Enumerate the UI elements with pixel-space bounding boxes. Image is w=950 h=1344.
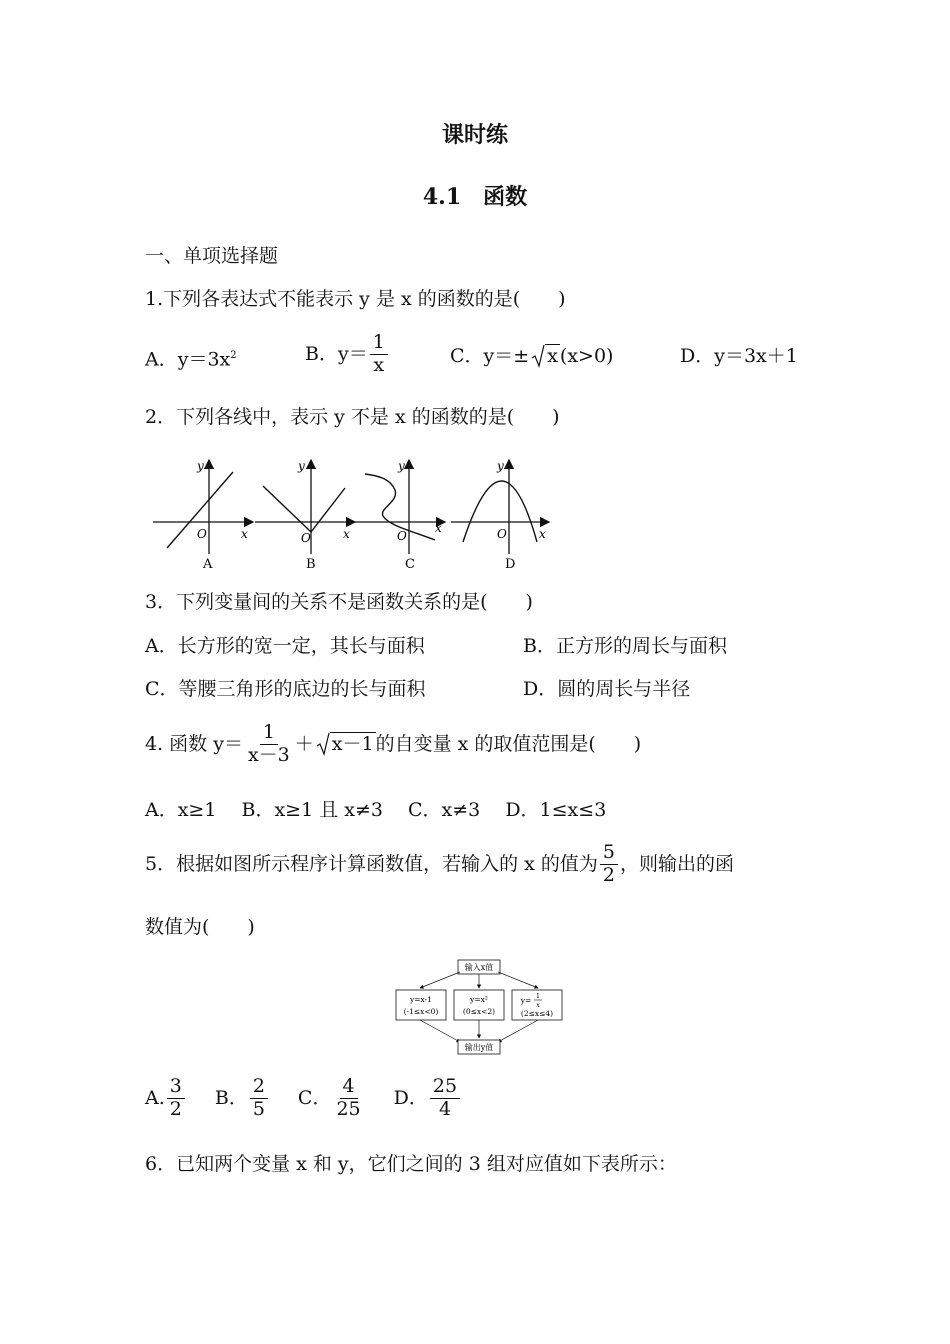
q5-options	[145, 1076, 462, 1121]
q5-stem-line2: 数值为( )	[145, 916, 255, 938]
radical-sign-icon	[316, 732, 330, 756]
q5-option-d-numerator: 25	[430, 1076, 460, 1099]
q2-graph-b-y-label: y	[298, 459, 305, 473]
q2-graph-b-x-label: x	[343, 527, 350, 541]
q5-option-a-label: A.	[145, 1087, 165, 1110]
q1-option-c	[450, 344, 613, 368]
flow-box-1-range: (-1≤x<0)	[403, 1007, 439, 1016]
q2-graph-b-label: B	[306, 557, 316, 572]
q2-graph-c-x-label: x	[435, 521, 442, 535]
q5-option-a-numerator: 3	[167, 1076, 185, 1099]
q1-option-a-exponent: 2	[230, 350, 237, 361]
q5-stem	[145, 842, 734, 887]
q2-graph-b-curve	[263, 486, 345, 532]
q4-radicand: x－1	[331, 733, 374, 756]
radical-sign-icon	[531, 344, 545, 368]
flow-box-2-formula: y=x²	[470, 995, 488, 1004]
q5-option-b-denominator: 5	[252, 1097, 265, 1120]
q1-option-b-numerator: 1	[370, 332, 388, 355]
q1-option-b	[305, 332, 390, 377]
q2-graph-a-label: A	[203, 557, 213, 572]
q1-option-a	[145, 344, 237, 371]
flow-box-3-numerator: 1	[535, 992, 541, 1000]
q2-graph-b-origin: O	[301, 531, 311, 545]
q4-stem-suffix: 的自变量 x 的取值范围是( )	[375, 733, 642, 756]
q4-fraction	[245, 722, 293, 767]
q1-option-b-text: B．y＝	[305, 343, 368, 366]
flow-box-3-formula: y=	[520, 996, 532, 1005]
q5-option-b-fraction	[250, 1076, 268, 1121]
q4-stem-prefix: 4. 函数 y＝	[145, 733, 243, 756]
q2-graph-c-y-label: y	[398, 459, 405, 473]
q2-stem: 2．下列各线中，表示 y 不是 x 的函数的是( )	[145, 406, 560, 428]
q3-option-a: A．长方形的宽一定，其长与面积	[145, 635, 425, 657]
q3-option-c: C．等腰三角形的底边的长与面积	[145, 678, 426, 700]
q1-option-a-text: A．y＝3x	[145, 348, 231, 371]
flow-input-label: 输入x值	[464, 963, 494, 972]
q2-graph-d-x-label: x	[539, 527, 546, 541]
q5-option-b-label: B．	[214, 1087, 248, 1110]
q4-plus: ＋	[294, 733, 314, 756]
page-title: 课时练	[441, 122, 508, 148]
q2-graph-a-x-label: x	[241, 527, 248, 541]
q5-denominator: 2	[602, 863, 615, 886]
q5-option-c-numerator: 4	[340, 1076, 358, 1099]
q2-graph-a-y-label: y	[197, 459, 204, 473]
q5-option-a-fraction	[167, 1076, 185, 1121]
q3-option-d: D．圆的周长与半径	[523, 678, 691, 700]
flow-box-3-denominator: x	[536, 1001, 540, 1009]
q3-option-b: B．正方形的周长与面积	[523, 635, 727, 657]
q5-stem-suffix: ，则输出的函	[619, 853, 734, 876]
section-heading: 一、单项选择题	[145, 245, 279, 267]
q3-stem: 3．下列变量间的关系不是函数关系的是( )	[145, 591, 533, 613]
q2-graph-d-y-label: y	[497, 459, 504, 473]
q1-option-b-fraction	[370, 332, 388, 377]
q1-option-d: D．y＝3x＋1	[680, 345, 798, 367]
q2-graphs	[145, 450, 565, 578]
q5-fraction	[600, 842, 618, 887]
q5-numerator: 5	[600, 842, 618, 865]
q2-graph-a	[153, 459, 253, 572]
q4-sqrt	[316, 732, 376, 756]
q2-graph-d-label: D	[505, 557, 516, 572]
q4-numerator: 1	[260, 722, 278, 745]
q4-stem	[145, 722, 641, 767]
q5-stem-prefix: 5．根据如图所示程序计算函数值，若输入的 x 的值为	[145, 853, 598, 876]
q1-option-c-text: C．y＝±	[450, 345, 530, 367]
q4-options: A．x≥1 B．x≥1 且 x≠3 C．x≠3 D．1≤x≤3	[145, 799, 607, 821]
flow-box-3-range: (2≤x≤4)	[520, 1009, 554, 1018]
q2-graph-a-origin: O	[197, 527, 207, 541]
q5-option-d-label: D．	[393, 1087, 428, 1110]
q1-option-c-sqrt	[531, 344, 560, 368]
q5-option-d-fraction	[430, 1076, 460, 1121]
q1-stem: 1.下列各表达式不能表示 y 是 x 的函数的是( )	[145, 288, 566, 310]
q6-stem: 6．已知两个变量 x 和 y，它们之间的 3 组对应值如下表所示：	[145, 1153, 677, 1175]
q2-graph-c	[353, 459, 445, 572]
q2-graph-d	[451, 459, 549, 572]
q2-graph-c-origin: O	[397, 529, 407, 543]
q5-option-a-denominator: 2	[169, 1097, 182, 1120]
q5-option-c-label: C．	[297, 1087, 332, 1110]
q2-graph-d-origin: O	[497, 527, 507, 541]
flow-box-1-formula: y=x-1	[410, 995, 432, 1004]
q5-option-c-denominator: 25	[336, 1097, 361, 1120]
q1-option-c-condition: (x>0)	[559, 345, 614, 367]
q5-option-d-denominator: 4	[438, 1097, 452, 1120]
q5-flowchart	[390, 958, 570, 1056]
q5-option-c-fraction	[333, 1076, 363, 1121]
flow-output-label: 输出y值	[464, 1043, 494, 1052]
q1-option-c-radicand: x	[547, 345, 558, 367]
q5-option-b-numerator: 2	[250, 1076, 268, 1099]
page-subtitle: 4.1 函数	[422, 184, 528, 210]
flow-box-2-range: (0≤x<2)	[462, 1007, 496, 1016]
q2-graph-b	[255, 459, 355, 572]
q1-option-b-denominator: x	[373, 353, 385, 376]
q4-denominator: x－3	[247, 743, 290, 766]
q2-graph-c-label: C	[405, 557, 415, 572]
